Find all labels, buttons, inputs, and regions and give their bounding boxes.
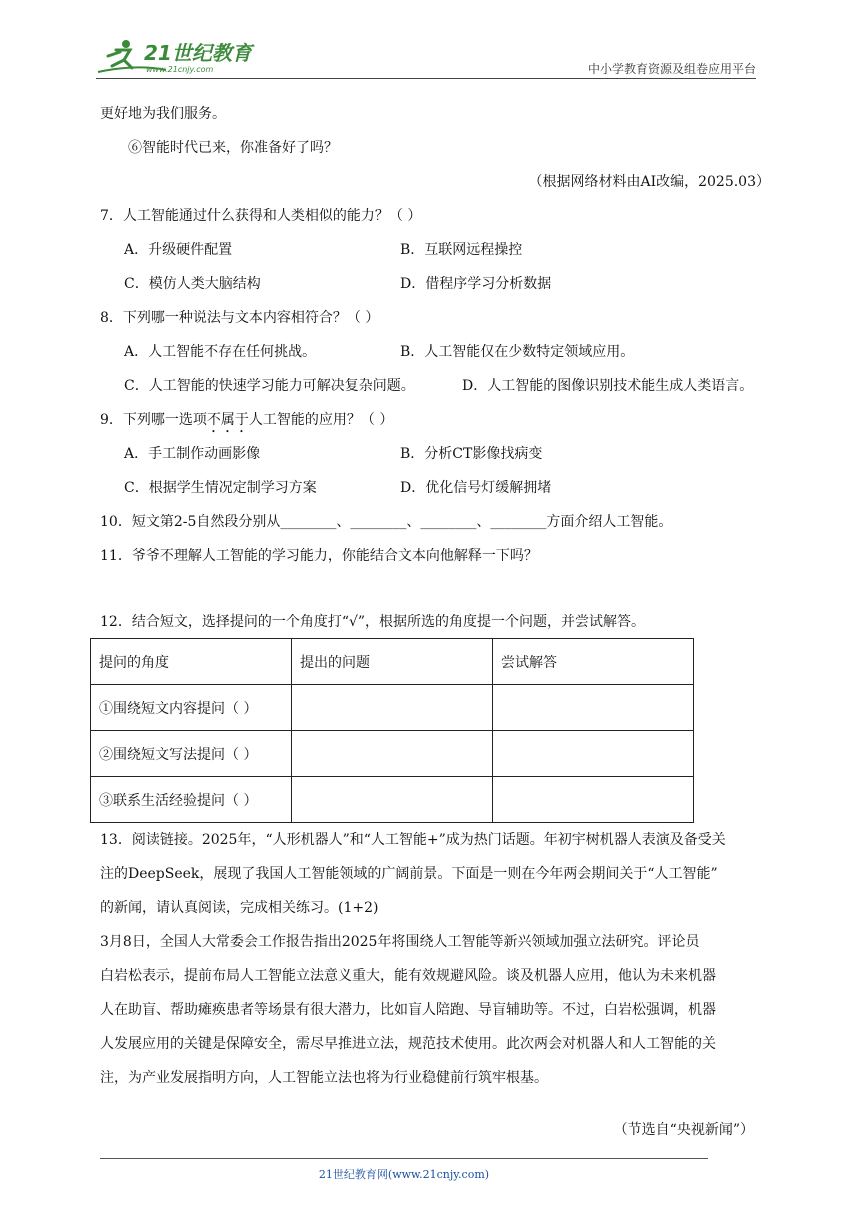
question-12: 12．结合短文，选择提问的一个角度打“√”，根据所选的角度提一个问题，并尝试解答。: [100, 614, 646, 630]
question-9-pre: 9．下列哪一选项: [100, 412, 207, 428]
table-header-row: [91, 639, 694, 685]
table-row: [91, 777, 694, 823]
question-13-line: 注的DeepSeek，展现了我国人工智能领域的广阔前景。下面是一则在今年两会期间关于“人工智能”: [100, 866, 718, 882]
footer-divider: [100, 1158, 708, 1159]
option-8b: B．人工智能仅在少数特定领域应用。: [400, 344, 635, 360]
option-8a: A．人工智能不存在任何挑战。: [124, 344, 317, 360]
option-8c: C．人工智能的快速学习能力可解决复杂问题。: [124, 378, 415, 394]
question-8: 8．下列哪一种说法与文本内容相符合？（ ）: [100, 310, 380, 326]
table-cell-angle: ①围绕短文内容提问（ ）: [91, 685, 292, 731]
page-header: [96, 36, 756, 80]
option-7a: A．升级硬件配置: [124, 242, 233, 258]
option-7d: D．借程序学习分析数据: [400, 276, 552, 292]
footer-link[interactable]: 21世纪教育网(www.21cnjy.com): [318, 1168, 490, 1181]
table-header: 尝试解答: [493, 639, 694, 685]
emphasis-word: 不属于: [206, 412, 249, 428]
option-9a: A．手工制作动画影像: [124, 446, 261, 462]
svg-text:www.21cnjy.com: www.21cnjy.com: [146, 65, 214, 74]
question-10: 10．短文第2-5自然段分别从________、________、________、________方面介绍人工智能。: [100, 514, 673, 530]
table-cell-question: [292, 731, 493, 777]
table-row: [91, 731, 694, 777]
table-row: [91, 685, 694, 731]
option-7b: B．互联网远程操控: [400, 242, 523, 258]
platform-title: 中小学教育资源及组卷应用平台: [587, 62, 756, 76]
news-line: 3月8日，全国人大常委会工作报告指出2025年将围绕人工智能等新兴领域加强立法研究。评论员: [100, 934, 700, 950]
table-cell-angle: ②围绕短文写法提问（ ）: [91, 731, 292, 777]
question-13-line: 的新闻，请认真阅读，完成相关练习。(1+2): [100, 900, 379, 916]
news-line: 人发展应用的关键是保障安全，需尽早推进立法，规范技术使用。此次两会对机器人和人工智能的关: [100, 1036, 716, 1052]
question-11: 11．爷爷不理解人工智能的学习能力，你能结合文本向他解释一下吗？: [100, 548, 538, 564]
svg-text:21世纪教育: 21世纪教育: [144, 41, 252, 65]
table-cell-answer: [493, 777, 694, 823]
news-source: （节选自“央视新闻”）: [613, 1122, 754, 1138]
option-9c: C．根据学生情况定制学习方案: [124, 480, 317, 496]
question-9-post: 人工智能的应用？（ ）: [248, 412, 394, 428]
news-line: 注，为产业发展指明方向，人工智能立法也将为行业稳健前行筑牢根基。: [100, 1070, 548, 1086]
table-cell-angle: ③联系生活经验提问（ ）: [91, 777, 292, 823]
option-8d: D．人工智能的图像识别技术能生成人类语言。: [462, 378, 754, 394]
table-cell-question: [292, 777, 493, 823]
table-cell-question: [292, 685, 493, 731]
question-9: [100, 410, 393, 436]
option-9b: B．分析CT影像找病变: [400, 446, 543, 462]
table-cell-answer: [493, 685, 694, 731]
site-logo: [96, 36, 266, 78]
passage-line: 更好地为我们服务。: [100, 106, 226, 122]
question-7: 7．人工智能通过什么获得和人类相似的能力？（ ）: [100, 208, 422, 224]
passage-line: ⑥智能时代已来，你准备好了吗？: [128, 140, 338, 156]
option-7c: C．模仿人类大脑结构: [124, 276, 261, 292]
header-divider: [96, 78, 756, 79]
news-line: 白岩松表示，提前布局人工智能立法意义重大，能有效规避风险。谈及机器人应用，他认为未来机器: [100, 968, 716, 984]
table-cell-answer: [493, 731, 694, 777]
passage-source: （根据网络材料由AI改编，2025.03）: [528, 174, 770, 190]
question-table: [90, 638, 694, 823]
news-line: 人在助盲、帮助瘫痪患者等场景有很大潜力，比如盲人陪跑、导盲辅助等。不过，白岩松强调，机器: [100, 1002, 716, 1018]
question-13-line: 13．阅读链接。2025年，“人形机器人”和“人工智能+”成为热门话题。年初宇树机器人表演及备受关: [100, 832, 726, 848]
option-9d: D．优化信号灯缓解拥堵: [400, 480, 552, 496]
table-header: 提问的角度: [91, 639, 292, 685]
table-header: 提出的问题: [292, 639, 493, 685]
